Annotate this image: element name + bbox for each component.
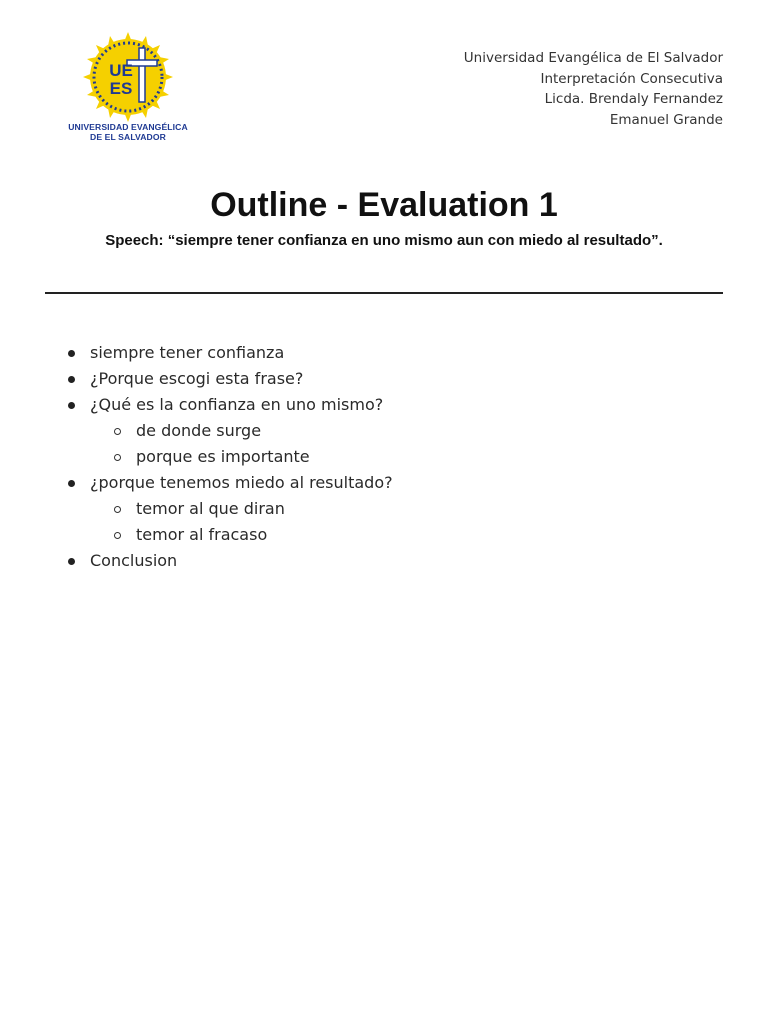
- list-item: [64, 366, 393, 392]
- list-item-text: Conclusion: [90, 551, 178, 570]
- list-item: [64, 340, 393, 366]
- outline-list: [64, 340, 393, 574]
- list-item: [64, 470, 393, 496]
- university-logo: [58, 30, 198, 145]
- logo-monogram-bottom: ES: [109, 79, 133, 98]
- list-item-text: ¿Qué es la confianza en uno mismo?: [90, 395, 384, 414]
- header-course: Interpretación Consecutiva: [540, 70, 723, 87]
- bullet-icon: [68, 350, 75, 357]
- header-info: [464, 48, 723, 130]
- list-item-text: porque es importante: [136, 447, 310, 466]
- list-item-text: temor al que diran: [136, 499, 285, 518]
- hollow-bullet-icon: [114, 428, 121, 435]
- sun-emblem-icon: [81, 30, 175, 124]
- list-item: [64, 392, 393, 418]
- sub-list-item: [64, 522, 393, 548]
- list-item-text: temor al fracaso: [136, 525, 268, 544]
- header-student: Emanuel Grande: [609, 111, 723, 128]
- header-professor: Licda. Brendaly Fernandez: [544, 91, 723, 107]
- header-university: Universidad Evangélica de El Salvador: [463, 50, 723, 66]
- page-subtitle: Speech: “siempre tener confianza en uno mismo aun con miedo al resultado”.: [105, 232, 663, 249]
- list-item: [64, 548, 393, 574]
- sub-list-item: [64, 418, 393, 444]
- logo-text: [58, 123, 198, 142]
- sub-list-item: [64, 496, 393, 522]
- hollow-bullet-icon: [114, 532, 121, 539]
- bullet-icon: [68, 402, 75, 409]
- list-item-text: ¿porque tenemos miedo al resultado?: [90, 473, 393, 492]
- sub-list-item: [64, 444, 393, 470]
- bullet-icon: [68, 558, 75, 565]
- horizontal-rule: [45, 292, 723, 294]
- hollow-bullet-icon: [114, 454, 121, 461]
- hollow-bullet-icon: [114, 506, 121, 513]
- bullet-icon: [68, 376, 75, 383]
- list-item-text: ¿Porque escogi esta frase?: [90, 369, 304, 388]
- list-item-text: siempre tener confianza: [90, 343, 285, 362]
- bullet-icon: [68, 480, 75, 487]
- logo-monogram-top: UE: [109, 61, 133, 80]
- logo-line-1: UNIVERSIDAD EVANGÉLICA: [68, 122, 188, 132]
- page-title: Outline - Evaluation 1: [210, 186, 558, 224]
- logo-line-2: DE EL SALVADOR: [90, 131, 166, 142]
- list-item-text: de donde surge: [136, 421, 262, 440]
